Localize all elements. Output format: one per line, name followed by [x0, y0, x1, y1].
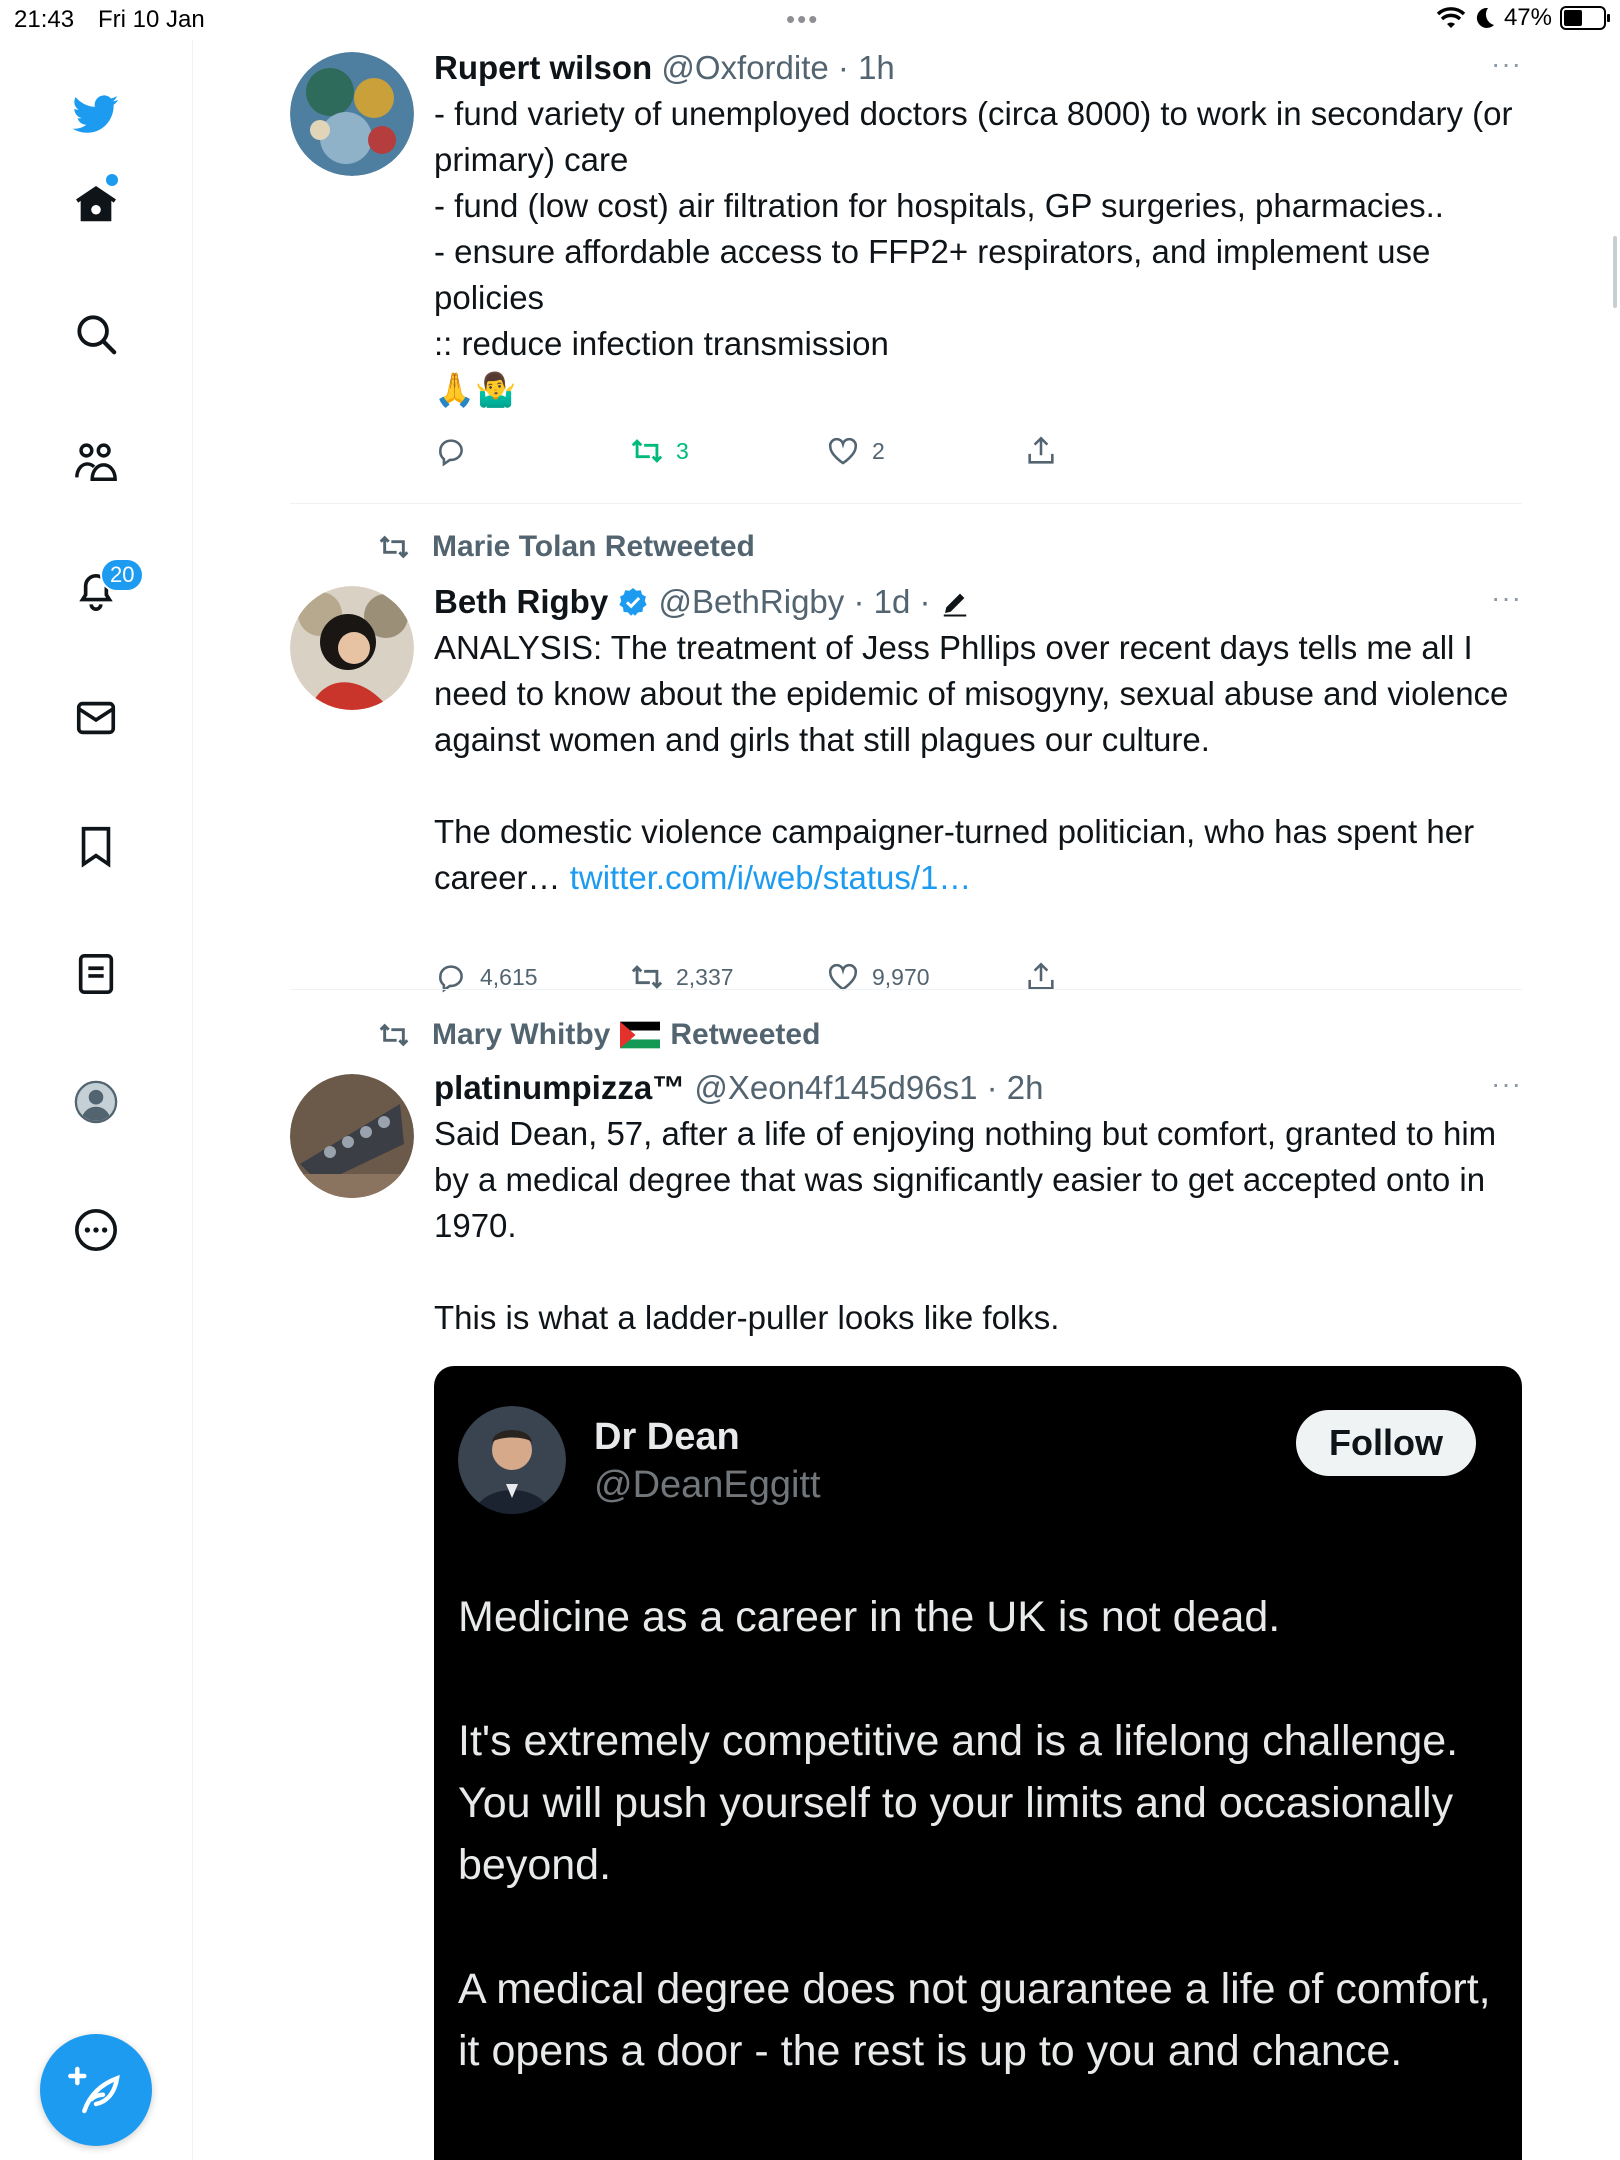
reply-button[interactable]	[434, 434, 480, 468]
retweeted-by	[374, 1018, 820, 1052]
status-right	[1436, 4, 1606, 32]
profile-icon[interactable]	[70, 1076, 122, 1128]
embedded-paragraph: It's extremely competitive and is a lifelong challenge. You will push yourself to your limits and occasionally beyond.	[458, 1717, 1459, 1889]
search-icon[interactable]	[70, 308, 122, 360]
battery-icon	[1560, 6, 1606, 30]
scroll-indicator[interactable]	[1613, 236, 1617, 308]
display-name[interactable]: Beth Rigby	[434, 583, 609, 620]
tweet-link[interactable]: twitter.com/i/web/status/1…	[569, 859, 972, 896]
share-button[interactable]	[1024, 434, 1058, 468]
communities-icon[interactable]	[70, 436, 122, 488]
more-options-icon[interactable]: ···	[1491, 1068, 1522, 1099]
tweet-line: - ensure affordable access to FFP2+ respirators, and implement use policies	[434, 233, 1431, 316]
palestine-flag-icon	[620, 1019, 660, 1051]
tweet-time[interactable]: · 2h	[986, 1069, 1044, 1106]
user-handle[interactable]: @BethRigby	[658, 583, 845, 620]
avatar[interactable]	[290, 1074, 414, 1198]
embedded-name: Dr Dean	[594, 1416, 740, 1458]
more-circle-icon[interactable]	[70, 1204, 122, 1256]
retweet-icon	[374, 531, 414, 563]
tweet-actions	[434, 960, 1084, 1000]
tweet-paragraph	[434, 809, 1524, 901]
tweet-header	[434, 580, 1522, 624]
multitasking-dots[interactable]: •••	[786, 4, 820, 34]
retweet-count: 2,337	[676, 963, 734, 990]
tweet-time[interactable]: · 1h	[837, 49, 895, 86]
compose-button[interactable]	[40, 2034, 152, 2146]
embedded-text	[458, 1586, 1502, 2082]
tweet-line: :: reduce infection transmission	[434, 325, 889, 362]
user-handle[interactable]: @Xeon4f145d96s1	[694, 1069, 978, 1106]
retweeted-by-label[interactable]: Marie Tolan Retweeted	[432, 530, 755, 563]
tweet-paragraph-text: The domestic violence campaigner-turned politician, who has spent her career…	[434, 813, 1475, 896]
tweet-header	[434, 1066, 1522, 1110]
embedded-paragraph: A medical degree does not guarantee a life of comfort, it opens a door - the rest is up to you and chance.	[458, 1965, 1491, 2075]
user-handle[interactable]: @Oxfordite	[661, 49, 829, 86]
reply-count: 4,615	[480, 963, 538, 990]
avatar[interactable]	[290, 586, 414, 710]
compose-feather-icon	[68, 2062, 124, 2118]
tweet-divider	[290, 503, 1522, 504]
tweet-paragraph: ANALYSIS: The treatment of Jess Phllips over recent days tells me all I need to know about the epidemic of misogyny, sexual abuse and violence against women and girls that still plagues our culture.	[434, 629, 1509, 758]
status-date: Fri 10 Jan	[98, 6, 205, 33]
retweeted-by-suffix: Retweeted	[670, 1018, 821, 1051]
edit-pencil-icon	[940, 588, 970, 618]
wifi-icon	[1436, 6, 1466, 30]
tweet-paragraph: This is what a ladder-puller looks like folks.	[434, 1299, 1060, 1336]
tweet-text	[434, 1111, 1524, 1341]
more-options-icon[interactable]: ···	[1491, 48, 1522, 79]
like-button[interactable]	[826, 434, 885, 468]
reply-icon	[434, 434, 468, 468]
home-unread-dot	[106, 174, 118, 186]
tweet-paragraph: Said Dean, 57, after a life of enjoying nothing but comfort, granted to him by a medical degree that was significantly easier to get accepted onto in 1970.	[434, 1115, 1497, 1244]
tweet-text	[434, 625, 1524, 901]
notifications-badge: 20	[100, 558, 144, 592]
embedded-handle: @DeanEggitt	[594, 1464, 821, 1506]
twitter-bird-icon[interactable]	[70, 88, 122, 140]
battery-fill	[1564, 10, 1582, 26]
bookmark-icon[interactable]	[70, 820, 122, 872]
retweeted-by-name[interactable]: Mary Whitby	[432, 1018, 611, 1051]
avatar[interactable]	[290, 52, 414, 176]
retweet-count: 3	[676, 437, 689, 464]
tweet-line: - fund variety of unemployed doctors (circa 8000) to work in secondary (or primary) care	[434, 95, 1513, 178]
embedded-paragraph: Medicine as a career in the UK is not dead.	[458, 1593, 1281, 1641]
tweet-time[interactable]: · 1d ·	[853, 583, 931, 620]
sidebar	[0, 40, 193, 2160]
share-icon	[1024, 434, 1058, 468]
retweeted-by	[374, 530, 755, 564]
more-options-icon[interactable]: ···	[1491, 582, 1522, 613]
status-time: 21:43	[14, 6, 75, 33]
embedded-follow-button: Follow	[1296, 1410, 1476, 1476]
tweet-line: - fund (low cost) air filtration for hospitals, GP surgeries, pharmacies..	[434, 187, 1444, 224]
list-icon[interactable]	[70, 948, 122, 1000]
home-icon[interactable]	[70, 178, 122, 230]
tweet-actions	[434, 434, 1084, 474]
tweet-text	[434, 91, 1524, 413]
retweet-button[interactable]	[630, 434, 689, 468]
display-name[interactable]: Rupert wilson	[434, 49, 653, 86]
verified-badge-icon	[617, 586, 649, 618]
retweet-icon	[374, 1019, 414, 1051]
tweet-divider	[290, 989, 1522, 990]
retweet-icon	[630, 434, 664, 468]
like-count: 9,970	[872, 963, 930, 990]
like-count: 2	[872, 437, 885, 464]
tweet-emoji: 🙏🤷‍♂️	[434, 371, 517, 408]
moon-icon	[1474, 6, 1496, 30]
display-name[interactable]: platinumpizza™	[434, 1069, 686, 1106]
battery-percent: 47%	[1503, 4, 1552, 31]
mail-icon[interactable]	[70, 692, 122, 744]
heart-icon	[826, 434, 860, 468]
tweet-header	[434, 46, 1522, 90]
embedded-avatar	[458, 1406, 566, 1514]
tweet-image[interactable]	[434, 1366, 1522, 2160]
status-bar	[0, 0, 1620, 40]
